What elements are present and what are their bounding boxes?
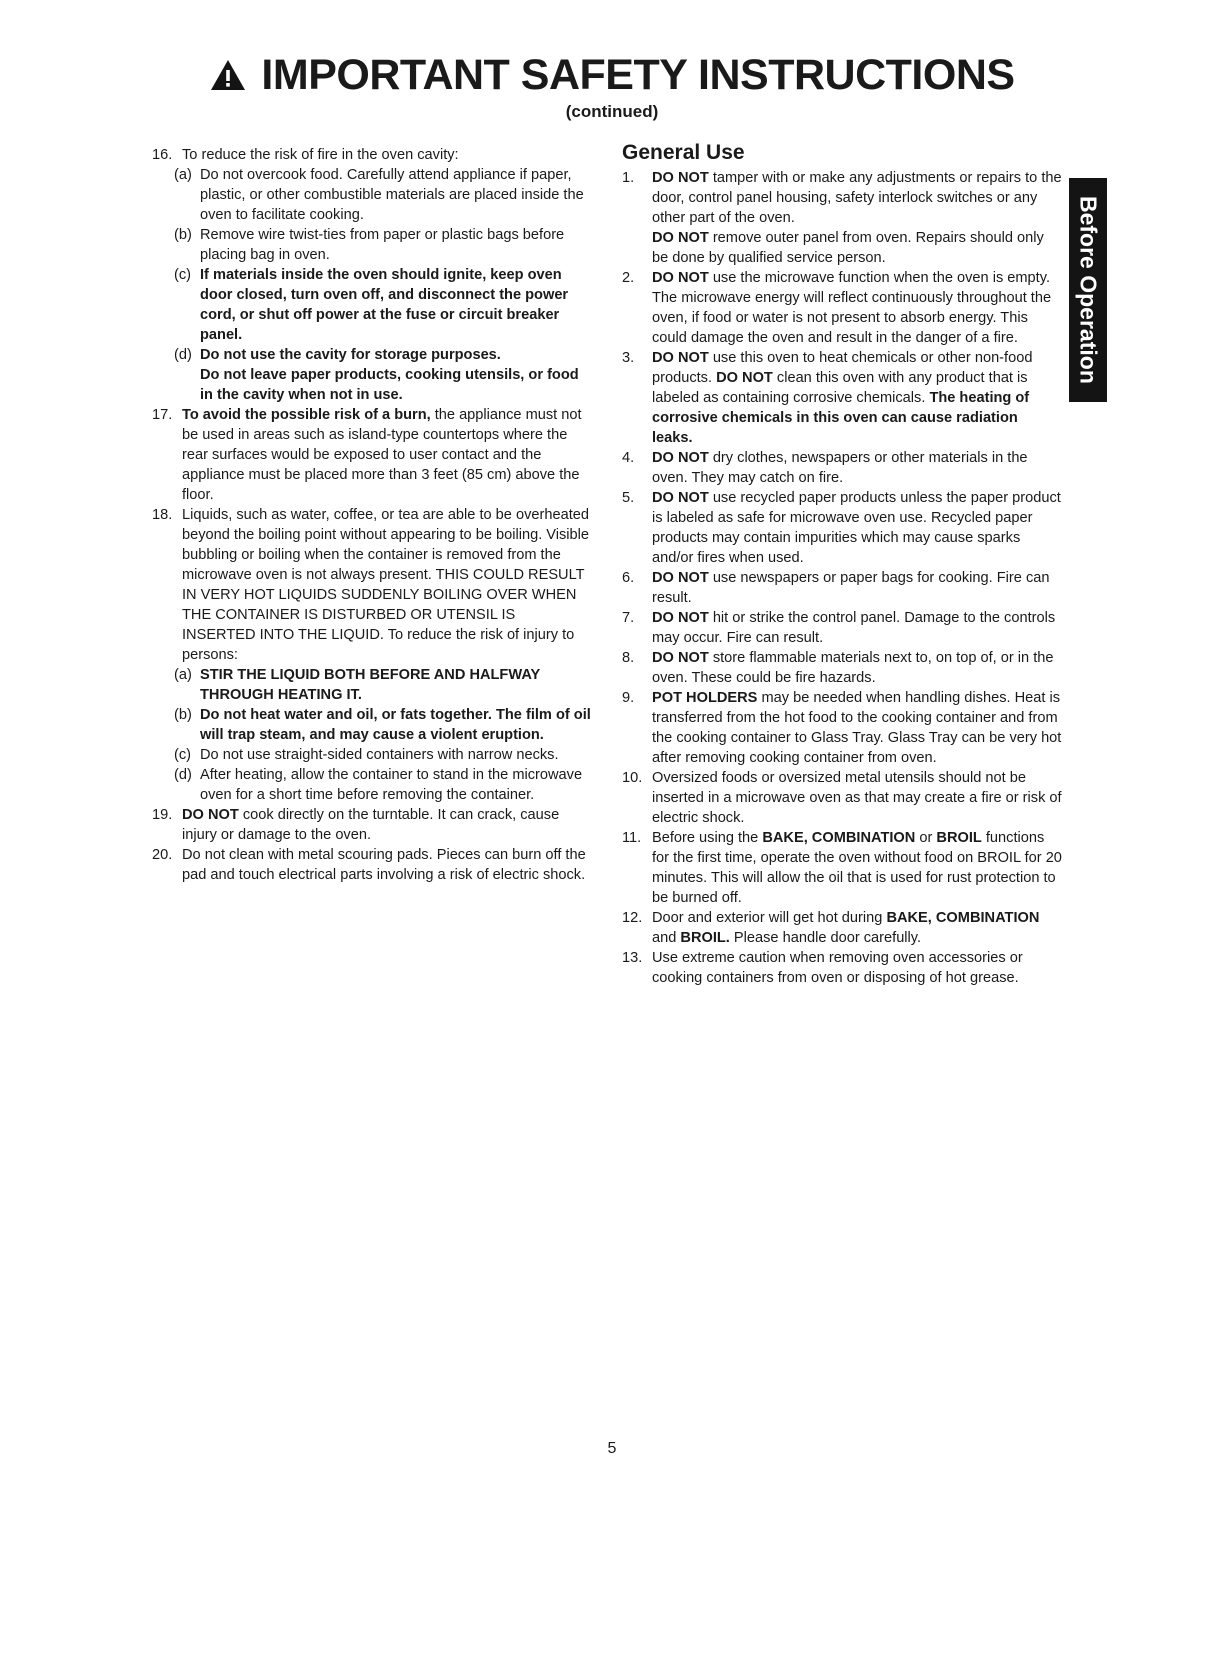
sub-text: Do not heat water and oil, or fats together. The film of oil will trap steam, and may cause a violent eruption. bbox=[200, 707, 591, 743]
side-tab-label: Before Operation bbox=[1075, 196, 1102, 384]
item-number: 3. bbox=[622, 350, 635, 366]
sub-label: (c) bbox=[174, 747, 192, 763]
item-text: clean this oven with any product that is labeled as containing corrosive chemicals. bbox=[652, 370, 1028, 406]
general-use-11 bbox=[622, 828, 1062, 908]
sub-label: (d) bbox=[174, 347, 192, 363]
instruction-20 bbox=[152, 845, 592, 885]
item-text: tamper with or make any adjustments or repairs to the door, control panel housing, safety interlock switches or any other part of the oven. bbox=[652, 170, 1062, 226]
item-bold-text: DO NOT bbox=[182, 807, 239, 823]
item-text: hit or strike the control panel. Damage to the controls may occur. Fire can result. bbox=[652, 610, 1056, 646]
right-column bbox=[622, 141, 1062, 988]
item-number: 19. bbox=[152, 807, 173, 823]
instruction-16d bbox=[152, 345, 592, 365]
instruction-18 bbox=[152, 505, 592, 665]
section-heading-general-use: General Use bbox=[622, 141, 745, 164]
sub-label: (a) bbox=[174, 667, 192, 683]
item-number: 13. bbox=[622, 950, 643, 966]
instruction-17 bbox=[152, 405, 592, 505]
general-use-4 bbox=[622, 448, 1062, 488]
item-number: 1. bbox=[622, 170, 635, 186]
instruction-16c bbox=[152, 265, 592, 345]
instruction-18a bbox=[152, 665, 592, 705]
item-text: or bbox=[915, 830, 937, 846]
item-number: 4. bbox=[622, 450, 635, 466]
section-side-tab bbox=[1069, 178, 1107, 402]
item-text: use recycled paper products unless the paper product is labeled as safe for microwave oven use. Recycled paper products may contain impurities which may cause sparks and/or fires when used. bbox=[652, 490, 1061, 566]
item-bold-text: DO NOT bbox=[652, 450, 709, 466]
general-use-6 bbox=[622, 568, 1062, 608]
item-bold-text: BAKE, COMBINATION bbox=[762, 830, 916, 846]
item-bold-text: BROIL. bbox=[680, 930, 730, 946]
item-bold-text: DO NOT bbox=[652, 490, 709, 506]
item-number: 16. bbox=[152, 147, 173, 163]
item-number: 9. bbox=[622, 690, 635, 706]
instruction-19 bbox=[152, 805, 592, 845]
instruction-18b bbox=[152, 705, 592, 745]
sub-text: Do not overcook food. Carefully attend appliance if paper, plastic, or other combustible materials are placed inside the oven to facilitate cooking. bbox=[200, 167, 584, 223]
item-number: 6. bbox=[622, 570, 635, 586]
item-bold-text: DO NOT bbox=[652, 650, 709, 666]
item-bold-text: To avoid the possible risk of a burn, bbox=[182, 407, 431, 423]
sub-label: (b) bbox=[174, 707, 192, 723]
item-number: 8. bbox=[622, 650, 635, 666]
general-use-8 bbox=[622, 648, 1062, 688]
sub-text: Remove wire twist-ties from paper or plastic bags before placing bag in oven. bbox=[200, 227, 565, 263]
page-title bbox=[0, 50, 1224, 100]
sub-text: After heating, allow the container to stand in the microwave oven for a short time before removing the container. bbox=[200, 767, 583, 803]
item-text: store flammable materials next to, on top of, or in the oven. These could be fire hazards. bbox=[652, 650, 1054, 686]
sub-text: STIR THE LIQUID BOTH BEFORE AND HALFWAY THROUGH HEATING IT. bbox=[200, 667, 540, 703]
item-number: 17. bbox=[152, 407, 173, 423]
item-bold-text: DO NOT bbox=[652, 610, 709, 626]
page-header bbox=[0, 50, 1224, 122]
item-text: use newspapers or paper bags for cooking. Fire can result. bbox=[652, 570, 1050, 606]
sub-label: (d) bbox=[174, 767, 192, 783]
item-number: 18. bbox=[152, 507, 173, 523]
page-title-text: IMPORTANT SAFETY INSTRUCTIONS bbox=[261, 51, 1015, 99]
general-use-1 bbox=[622, 168, 1062, 268]
general-use-7 bbox=[622, 608, 1062, 648]
item-text: use the microwave function when the oven is empty. The microwave energy will reflect continuously throughout the oven, if food or water is not present to absorb energy. This could damage the oven and result in the danger of a fire. bbox=[652, 270, 1052, 346]
sub-label: (c) bbox=[174, 267, 192, 283]
item-number: 12. bbox=[622, 910, 643, 926]
instruction-16d-continued: Do not leave paper products, cooking utensils, or food in the cavity when not in use. bbox=[200, 367, 579, 403]
general-use-2 bbox=[622, 268, 1062, 348]
item-number: 2. bbox=[622, 270, 635, 286]
page-number: 5 bbox=[607, 1440, 617, 1457]
item-text: use this oven to heat chemicals or other non-food products. bbox=[652, 350, 1033, 386]
sub-text: If materials inside the oven should ignite, keep oven door closed, turn oven off, and disconnect the power cord, or shut off power at the fuse or circuit breaker panel. bbox=[200, 267, 569, 343]
general-use-13 bbox=[622, 948, 1062, 988]
page-subtitle: (continued) bbox=[565, 102, 659, 121]
instruction-16 bbox=[152, 145, 592, 165]
item-bold-text: DO NOT bbox=[652, 570, 709, 586]
sub-text: Do not use the cavity for storage purposes. bbox=[200, 347, 501, 363]
item-text: dry clothes, newspapers or other materials in the oven. They may catch on fire. bbox=[652, 450, 1028, 486]
item-text: Door and exterior will get hot during bbox=[652, 910, 887, 926]
sub-label: (b) bbox=[174, 227, 192, 243]
item-text: Oversized foods or oversized metal utensils should not be inserted in a microwave oven as that may create a fire or risk of electric shock. bbox=[652, 770, 1062, 826]
item-text: may be needed when handling dishes. Heat is transferred from the hot food to the cooking container and from the cooking container to Glass Tray. Glass Tray can be very hot after removing cooking container from oven. bbox=[652, 690, 1062, 766]
general-use-5 bbox=[622, 488, 1062, 568]
sub-label: (a) bbox=[174, 167, 192, 183]
item-bold-text: BAKE, COMBINATION bbox=[886, 910, 1040, 926]
instruction-18c bbox=[152, 745, 592, 765]
item-bold-text: POT HOLDERS bbox=[652, 690, 758, 706]
item-text: remove outer panel from oven. Repairs should only be done by qualified service person. bbox=[652, 230, 1044, 266]
left-column bbox=[152, 145, 592, 885]
item-text: functions for the first time, operate the oven without food on BROIL for 20 minutes. This will allow the oil that is used for rust protection to be burned off. bbox=[652, 830, 1062, 906]
item-text: Please handle door carefully. bbox=[729, 930, 922, 946]
sub-text: Do not use straight-sided containers with narrow necks. bbox=[200, 747, 559, 763]
item-bold-text: DO NOT bbox=[652, 230, 709, 246]
item-number: 11. bbox=[622, 830, 642, 846]
warning-triangle-icon bbox=[209, 58, 247, 92]
item-bold-text: DO NOT bbox=[652, 350, 709, 366]
item-bold-text: DO NOT bbox=[652, 270, 709, 286]
item-number: 7. bbox=[622, 610, 635, 626]
general-use-9 bbox=[622, 688, 1062, 768]
item-text: Use extreme caution when removing oven accessories or cooking containers from oven or disposing of hot grease. bbox=[652, 950, 1023, 986]
item-text: To reduce the risk of fire in the oven cavity: bbox=[182, 147, 459, 163]
item-text: Do not clean with metal scouring pads. Pieces can burn off the pad and touch electrical parts involving a risk of electric shock. bbox=[182, 847, 586, 883]
item-text: Before using the bbox=[652, 830, 763, 846]
item-bold-text: The heating of corrosive chemicals in this oven can cause radiation leaks. bbox=[652, 390, 1030, 446]
item-text: cook directly on the turntable. It can crack, cause injury or damage to the oven. bbox=[182, 807, 560, 843]
item-bold-text: DO NOT bbox=[716, 370, 773, 386]
item-text: the appliance must not be used in areas such as island-type countertops where the rear surfaces would be exposed to user contact and the appliance must be placed more than 3 feet (85 cm) above the floor. bbox=[182, 407, 582, 503]
item-text: Liquids, such as water, coffee, or tea are able to be overheated beyond the boiling point without appearing to be boiling. Visible bubbling or boiling when the container is removed from the microwave oven is not always present. THIS COULD RESULT IN VERY HOT LIQUIDS SUDDENLY BOILING OVER WHEN THE CONTAINER IS DISTURBED OR UTENSIL IS INSERTED INTO THE LIQUID. To reduce the risk of injury to persons: bbox=[182, 507, 590, 663]
general-use-10 bbox=[622, 768, 1062, 828]
item-number: 10. bbox=[622, 770, 643, 786]
general-use-3 bbox=[622, 348, 1062, 448]
item-bold-text: DO NOT bbox=[652, 170, 709, 186]
instruction-16b bbox=[152, 225, 592, 265]
item-number: 20. bbox=[152, 847, 173, 863]
general-use-12 bbox=[622, 908, 1062, 948]
instruction-18d bbox=[152, 765, 592, 805]
item-text: and bbox=[652, 930, 681, 946]
item-number: 5. bbox=[622, 490, 635, 506]
instruction-16a bbox=[152, 165, 592, 225]
item-bold-text: BROIL bbox=[936, 830, 982, 846]
